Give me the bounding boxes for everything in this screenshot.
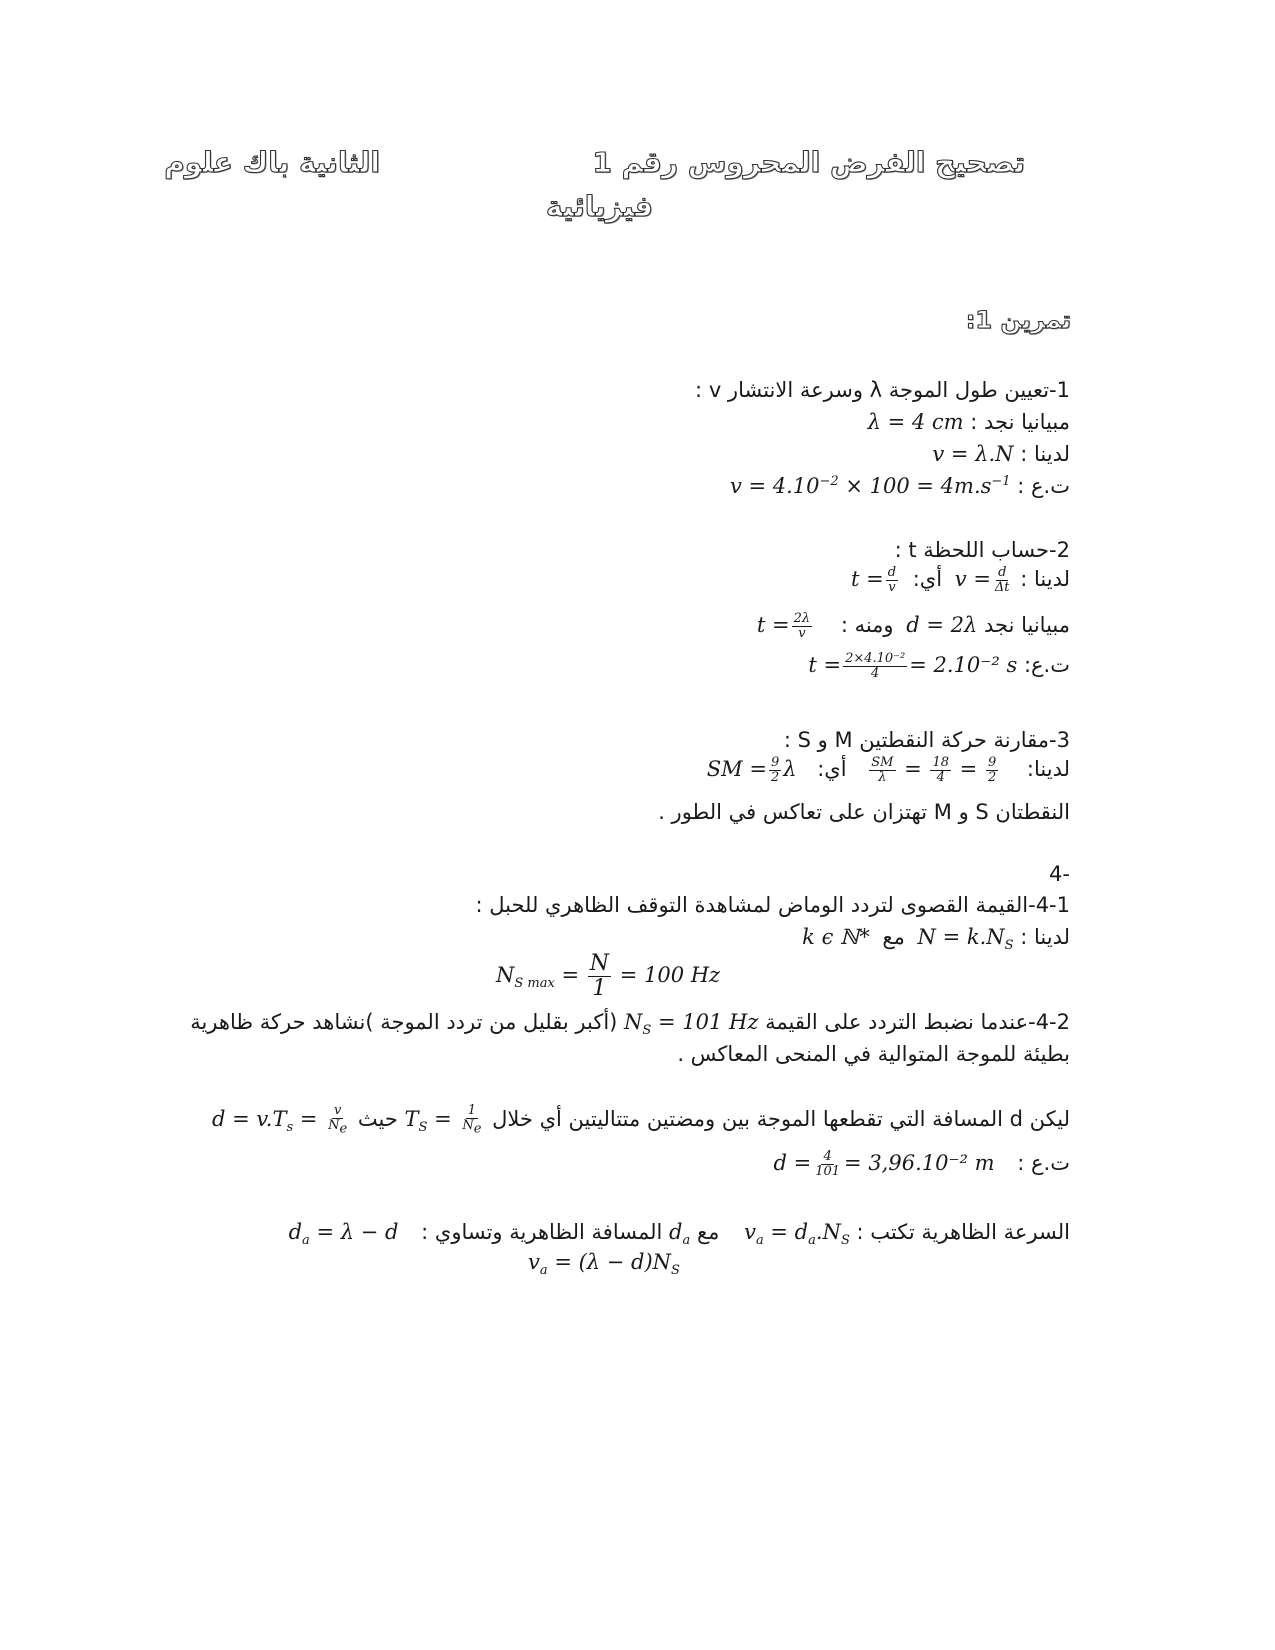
- part3-heading: 3-مقارنة حركة النقطتين M و S :: [783, 728, 1070, 752]
- sm-eq: SM = $\frac{9}{2}$ λ: [706, 755, 797, 785]
- va-final: $v_a = (\lambda - d)N_S$: [528, 1250, 680, 1279]
- part2-line-have: [851, 566, 1070, 595]
- have-label: لدينا:: [1026, 757, 1070, 781]
- distance-line: [212, 1104, 1070, 1137]
- num-label: ت.ع :: [1017, 1151, 1070, 1175]
- part4-2-text-b: (أكبر بقليل من تردد الموجة )نشاهد حركة ظاهرية: [190, 1010, 618, 1034]
- speed-line: [289, 1220, 1070, 1248]
- t-result: t = $\frac{\text{2×4.10⁻²}}{4}$ = 2.10⁻² s: [808, 651, 1018, 681]
- num-label: ت.ع :: [1017, 474, 1070, 498]
- ns-max-eq: $N_{S max}$ = $\frac{N}{1}$ = 100 Hz: [496, 951, 721, 1001]
- exercise-title: تمرين 1:: [965, 306, 1071, 334]
- t-eq: t = $\frac{d}{v}$: [851, 565, 897, 595]
- with-label: مع: [696, 1220, 720, 1244]
- part1-heading: 1-تعيين طول الموجة λ وسرعة الانتشار v :: [695, 378, 1070, 402]
- ay-label: أي:: [912, 567, 943, 591]
- k-set: k ϵ ℕ*: [802, 925, 870, 949]
- lambda-value: λ = 4 cm: [867, 410, 964, 434]
- part4-2-line2: بطيئة للموجة المتوالية في المنحى المعاكس .: [677, 1042, 1070, 1066]
- part4-2-line1: [190, 1010, 1070, 1038]
- dist-text: ليكن d المسافة التي تقطعها الموجة بين ومضتين متتاليتين أي خلال: [492, 1106, 1070, 1131]
- n-formula: $N = k.N_S$: [917, 925, 1014, 954]
- where-label: حيث: [357, 1106, 398, 1131]
- part3-conclusion: النقطتان S و M تهتزان على تعاكس في الطور .: [658, 800, 1070, 824]
- so-label: ومنه :: [840, 613, 894, 637]
- with-label: مع: [882, 925, 905, 949]
- da-text: المسافة الظاهرية وتساوي :: [421, 1220, 663, 1244]
- d-result-line: [774, 1150, 1071, 1179]
- part2-line-result: [808, 652, 1070, 681]
- graph-label: مبيانيا نجد: [984, 613, 1070, 637]
- va-formula: $v_a = d_a.N_S$: [744, 1220, 850, 1249]
- title-subject: فيزيائية: [545, 190, 653, 223]
- graph-label: مبيانيا نجد :: [970, 410, 1070, 434]
- t-2lambda: t = $\frac{2\lambda}{v}$: [756, 611, 811, 641]
- da-eq: $d_a = \lambda - d$: [288, 1220, 399, 1249]
- part1-line-result: [730, 474, 1070, 498]
- ay-label: أي:: [817, 757, 847, 781]
- formula-v: v = λ.N: [932, 442, 1014, 466]
- title-level: الثانية باك علوم: [164, 146, 380, 179]
- v-result: $v = 4.10^{-2} \times 100 = 4m.s^{-1}$: [729, 474, 1011, 498]
- part4-1-have: [802, 925, 1070, 953]
- part2-line-graph: [757, 612, 1070, 641]
- d-formula: $d = v.T_s$ = $\frac{v}{N_e}$: [212, 1103, 348, 1137]
- ts-eq: $T_S$ = $\frac{1}{N_e}$: [404, 1103, 482, 1137]
- part3-line-have: [707, 756, 1070, 785]
- part4-2-text-a: 4-2-عندما نضبط التردد على القيمة: [765, 1010, 1070, 1034]
- da-sym: $d_a$: [669, 1220, 691, 1249]
- sm-ratio: $\frac{SM}{\lambda}$ = $\frac{18}{4}$ = $\frac{9}{2}$: [871, 755, 997, 785]
- have-label: لدينا :: [1020, 567, 1070, 591]
- speed-label: السرعة الظاهرية تكتب :: [856, 1220, 1070, 1244]
- part1-line-formula: [932, 442, 1070, 466]
- have-label: لدينا :: [1020, 925, 1070, 949]
- d-eq: d = 2λ: [906, 613, 978, 637]
- v-eq: v = $\frac{d}{\Delta t}$: [954, 565, 1010, 595]
- part1-line-lambda: [868, 410, 1070, 434]
- title-main: تصحيح الفرض المحروس رقم 1: [592, 146, 1025, 179]
- part2-heading: 2-حساب اللحظة t :: [894, 538, 1070, 562]
- have-label: لدينا :: [1020, 442, 1070, 466]
- d-result: d = $\frac{4}{101}$ = 3,96.10⁻² m: [773, 1149, 995, 1179]
- part4-1-heading: 4-1-القيمة القصوى لتردد الوماض لمشاهدة التوقف الظاهري للحبل :: [475, 893, 1070, 917]
- ns-value: $N_S = 101$ Hz: [624, 1010, 759, 1039]
- part4-heading: -4: [1049, 862, 1070, 886]
- num-label: ت.ع:: [1023, 653, 1070, 677]
